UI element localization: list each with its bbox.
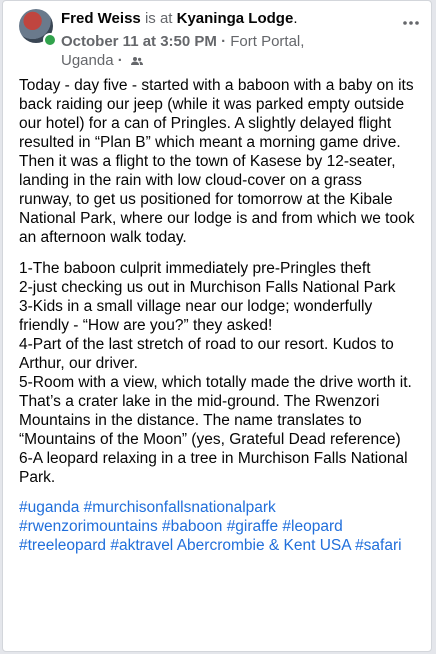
at-text: is at — [144, 10, 173, 27]
caption-4: 4-Part of the last stretch of road to our resort. Kudos to Arthur, our driver. — [19, 336, 394, 372]
hashtag-safari[interactable]: #safari — [355, 537, 402, 554]
caption-2: 2-just checking us out in Murchison Falls National Park — [19, 279, 396, 296]
meta-separator-2: · — [113, 52, 127, 69]
photo-captions — [19, 259, 417, 487]
hashtag-uganda[interactable]: #uganda — [19, 499, 80, 516]
hashtag-rwenzorimountains[interactable]: #rwenzorimountains — [19, 518, 158, 535]
post-intro-text: Today - day five - started with a baboon with a baby on its back raiding our jeep (while it was parked empty outside our hotel) for a can of Pringles. A slightly delayed flight resulted in “Plan B” which meant a morning game drive. Then it was a flight to the town of Kasese by 12-seater, landing in the rain with low cloud-cover on a grass runway, to get us positioned for tomorrow at the Kibale National Park, where our lodge is and from which we took an afternoon walk today. — [19, 77, 415, 246]
hashtag-murchisonfallsnationalpark[interactable]: #murchisonfallsnationalpark — [83, 499, 276, 516]
hashtag-giraffe[interactable]: #giraffe — [226, 518, 279, 535]
friends-icon[interactable] — [131, 52, 143, 62]
location-link[interactable]: Fort Portal, Uganda — [61, 33, 305, 69]
post-title-line — [61, 10, 297, 27]
online-status-dot — [43, 33, 57, 47]
place-link[interactable]: Kyaninga Lodge — [176, 10, 294, 27]
post-card — [2, 0, 432, 652]
title-period: . — [293, 10, 298, 27]
post-body — [19, 76, 417, 555]
caption-3: 3-Kids in a small village near our lodge; wonderfully friendly - “How are you?” they asked! — [19, 298, 373, 334]
caption-1: 1-The baboon culprit immediately pre-Pringles theft — [19, 260, 371, 277]
author-name[interactable]: Fred Weiss — [61, 10, 141, 27]
hashtag-leopard[interactable]: #leopard — [282, 518, 343, 535]
caption-6: 6-A leopard relaxing in a tree in Murchison Falls National Park. — [19, 450, 408, 486]
hashtag-baboon[interactable]: #baboon — [162, 518, 223, 535]
page-tag-abercrombie-kent[interactable]: Abercrombie & Kent USA — [176, 537, 351, 554]
hashtag-treeleopard[interactable]: #treeleopard — [19, 537, 107, 554]
more-horizontal-icon — [403, 12, 419, 30]
hashtag-list — [19, 498, 417, 555]
post-meta — [61, 32, 351, 70]
timestamp[interactable]: October 11 at 3:50 PM — [61, 33, 217, 50]
hashtag-aktravel[interactable]: #aktravel — [110, 537, 174, 554]
caption-5: 5-Room with a view, which totally made the drive worth it. That’s a crater lake in the mid-ground. The Rwenzori Mountains in the distance. The name translates to “Mountains of the Moon” (yes, Grateful Dead reference) — [19, 374, 412, 448]
more-options-button[interactable] — [399, 9, 423, 33]
post-header — [3, 1, 431, 73]
meta-separator: · — [216, 33, 231, 50]
